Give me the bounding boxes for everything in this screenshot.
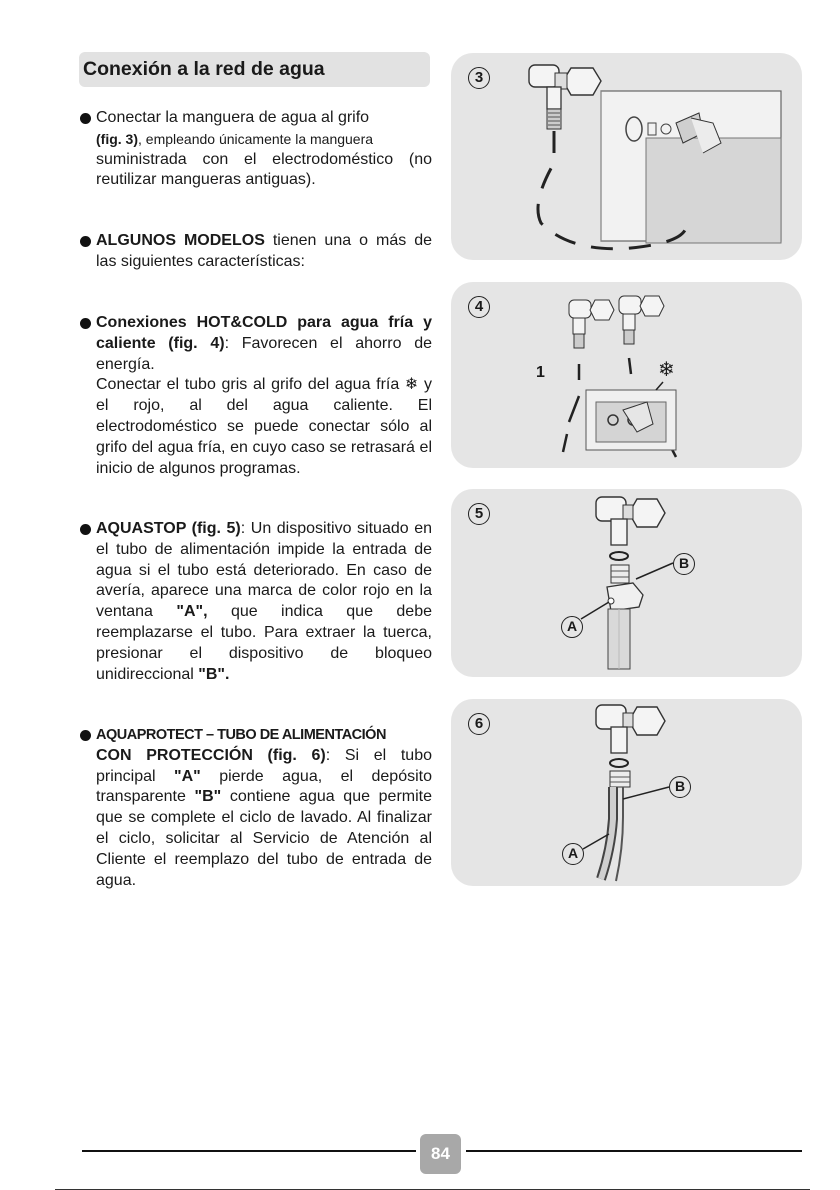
snowflake-icon: ❄ <box>404 376 419 394</box>
bullet-text: tienen una o más de las siguientes características: <box>96 232 432 270</box>
bullet-heading: CON PROTECCIÓN (fig. 6) <box>96 746 326 764</box>
footer-rule-left <box>82 1150 416 1152</box>
figure-number: 5 <box>468 503 490 525</box>
label-b: B <box>673 553 695 575</box>
bullet-text: : Favorecen el ahorro de energía. <box>96 334 432 373</box>
figure-4-illustration <box>451 282 802 468</box>
figure-number: 6 <box>468 713 490 735</box>
label-b: B <box>669 776 691 798</box>
figure-number: 3 <box>468 67 490 89</box>
label-a-ref: "A" <box>174 767 201 785</box>
bullet-heading: AQUAPROTECT – TUBO DE ALIMENTACIÓN <box>96 727 386 743</box>
bullet-dot <box>80 730 91 741</box>
fig-reference: (fig. 3) <box>96 130 138 147</box>
page-number: 84 <box>420 1134 461 1174</box>
hose-label-1: 1 <box>536 364 545 381</box>
bullet-text: contiene agua que permite que se complete el ciclo de lavado. Al finalizar el ciclo, solicitar al Servicio de Atención al Cliente el reemplazo del tubo de entrada de agua. <box>96 788 432 889</box>
label-b-ref: "B" <box>194 788 222 806</box>
bullet-heading: Conexiones HOT&COLD para agua fría y caliente (fig. 4) <box>96 314 432 352</box>
bullet-aquastop <box>80 519 432 685</box>
bullet-dot <box>80 318 91 329</box>
snowflake-icon: ❄ <box>658 359 675 381</box>
bullet-hot-cold <box>80 313 432 479</box>
label-a: A <box>562 843 584 865</box>
section-title: Conexión a la red de agua <box>79 52 430 87</box>
bullet-heading: AQUASTOP (fig. 5) <box>96 520 241 537</box>
figure-5-illustration <box>451 489 802 677</box>
bullet-text: Conectar la manguera de agua al grifo <box>96 109 370 126</box>
bullet-text: , empleando únicamente la manguera <box>138 130 374 147</box>
figure-4 <box>451 282 802 468</box>
footer-rule-right <box>466 1150 802 1152</box>
figure-6-illustration <box>451 699 802 886</box>
bullet-text: que indica que debe reemplazarse el tubo. Para extraer la tuerca, presionar el dispositivo de bloqueo unidireccional <box>96 603 432 683</box>
figure-5 <box>451 489 802 677</box>
figure-6 <box>451 699 802 886</box>
bullet-dot <box>80 236 91 247</box>
bullet-heading: ALGUNOS MODELOS <box>96 232 265 249</box>
bullet-text: pierde agua, el depósito transparente <box>96 767 432 806</box>
label-a-ref: "A", <box>176 603 208 621</box>
label-a: A <box>561 616 583 638</box>
figure-3 <box>451 53 802 260</box>
bullet-text: : Si el tubo principal <box>96 746 432 785</box>
figure-number: 4 <box>468 296 490 318</box>
bullet-connect-hose <box>80 108 432 191</box>
bullet-some-models <box>80 231 432 273</box>
figure-3-illustration <box>451 53 802 260</box>
bullet-aquaprotect <box>80 725 432 891</box>
bullet-text: Conectar el tubo gris al grifo del agua fría <box>96 376 405 394</box>
bullet-text: y el rojo, al del agua caliente. El electrodoméstico se puede conectar sólo al grifo del agua fría, en cuyo caso se retrasará el inicio de algunos programas. <box>96 376 432 477</box>
bullet-text: : Un dispositivo situado en el tubo de alimentación impide la entrada de agua si el tubo está deteriorado. En caso de avería, aparece una marca de color rojo en la ventana <box>96 520 432 621</box>
bullet-text: suministrada con el electrodoméstico (no reutilizar mangueras antiguas). <box>96 150 432 189</box>
bullet-dot <box>80 524 91 535</box>
bullet-dot <box>80 113 91 124</box>
label-b-ref: "B". <box>198 665 230 683</box>
